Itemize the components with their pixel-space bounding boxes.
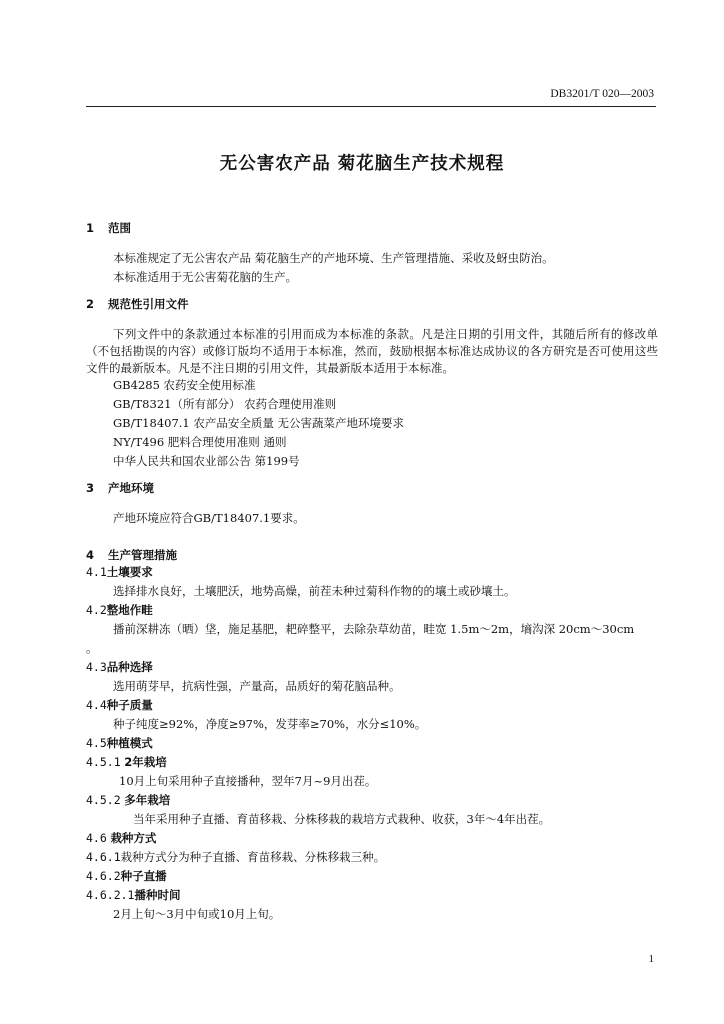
multi-year-cultivation-text: 当年采用种子直播、育苗移栽、分株移栽的栽培方式栽种、收获，3年～4年出茬。: [133, 812, 551, 826]
section-title: 生产管理措施: [108, 548, 177, 562]
section-title: 规范性引用文件: [108, 297, 189, 311]
section-heading-environment: [86, 480, 658, 497]
subsection-4-2: 4.2整地作畦: [86, 603, 153, 617]
scope-line-2: 本标准适用于无公害菊花脑的生产。: [113, 270, 297, 284]
references-paragraph: 下列文件中的条款通过本标准的引用而成为本标准的条款。凡是注日期的引用文件，其随后所有的修改单（不包括勘误的内容）或修订版均不适用于本标准，然而，鼓励根据本标准达成协议的各方研究是否可使用这些文件的最新版本。凡是不注日期的引用文件，其最新版本适用于本标准。: [86, 327, 658, 375]
document-title: 无公害农产品 菊花脑生产技术规程: [219, 154, 505, 174]
reference-item: 中华人民共和国农业部公告 第199号: [113, 454, 300, 468]
section-number: 3: [86, 481, 95, 495]
section-heading-production-management: [86, 547, 658, 564]
section-number: 1: [86, 221, 95, 235]
section-title: 产地环境: [108, 481, 154, 495]
standard-code: DB3201/T 020—2003: [550, 88, 654, 100]
document-body: [86, 220, 658, 925]
environment-line: 产地环境应符合GB/T18407.1要求。: [113, 511, 305, 525]
subsection-4-6-1: 4.6.1栽种方式分为种子直播、育苗移栽、分株移栽三种。: [86, 850, 386, 864]
subsection-4-4: 4.4种子质量: [86, 698, 153, 712]
seed-quality-text: 种子纯度≥92%，净度≥97%，发芽率≥70%，水分≤10%。: [113, 717, 427, 731]
subsection-4-3: 4.3品种选择: [86, 660, 153, 674]
reference-item: GB/T18407.1 农产品安全质量 无公害蔬菜产地环境要求: [113, 416, 405, 430]
reference-item: NY/T496 肥料合理使用准则 通则: [113, 435, 287, 449]
subsection-4-5-1: 4.5.1 2年栽培: [86, 755, 167, 769]
land-preparation-tail: 。: [86, 641, 98, 655]
header-rule: [86, 106, 656, 107]
reference-item: GB4285 农药安全使用标准: [113, 378, 256, 392]
section-number: 2: [86, 297, 95, 311]
subsection-4-5-2: 4.5.2 多年栽培: [86, 793, 171, 807]
section-number: 4: [86, 548, 95, 562]
variety-selection-text: 选用萌芽早，抗病性强，产量高，品质好的菊花脑品种。: [113, 679, 401, 693]
land-preparation-text: 播前深耕冻（晒）垡，施足基肥，耙碎整平，去除杂草幼苗，畦宽 1.5m～2m，墒沟深 20cm～30cm: [113, 622, 635, 636]
subsection-4-6-2-1: 4.6.2.1播种时间: [86, 888, 181, 902]
section-heading-normative-references: [86, 296, 658, 313]
section-heading-scope: [86, 220, 658, 237]
subsection-4-6: 4.6 栽种方式: [86, 831, 157, 845]
soil-requirement-text: 选择排水良好，土壤肥沃，地势高燥，前茬未种过菊科作物的的壤土或砂壤土。: [113, 584, 516, 598]
subsection-4-5: 4.5种植模式: [86, 736, 153, 750]
page-number: 1: [648, 953, 654, 965]
reference-item: GB/T8321（所有部分） 农药合理使用准则: [113, 397, 337, 411]
subsection-4-6-2: 4.6.2种子直播: [86, 869, 167, 883]
two-year-cultivation-text: 10月上旬采用种子直接播种，翌年7月~9月出茬。: [119, 774, 377, 788]
section-title: 范围: [108, 221, 131, 235]
subsection-4-1: 4.1土壤要求: [86, 565, 153, 579]
scope-line-1: 本标准规定了无公害农产品 菊花脑生产的产地环境、生产管理措施、采收及蚜虫防治。: [113, 251, 554, 265]
sowing-time-text: 2月上旬～3月中旬或10月上旬。: [113, 907, 281, 921]
